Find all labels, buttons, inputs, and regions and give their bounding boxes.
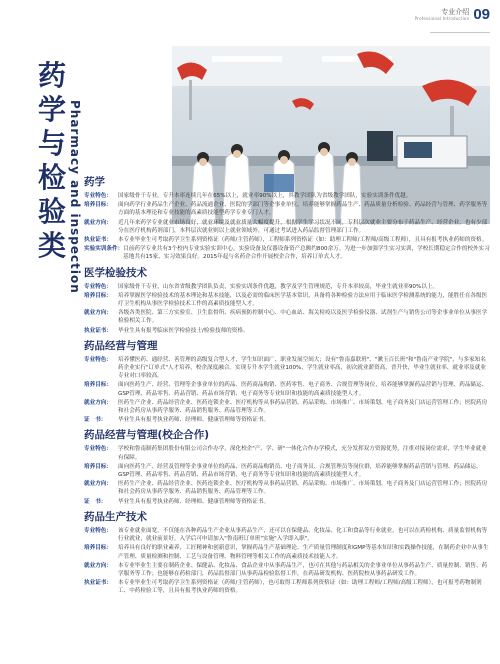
section-title: 药品经营与管理(校企合作)	[84, 429, 210, 442]
program-section-medical-lab	[84, 267, 490, 335]
header-label-cn: 专业介绍	[441, 7, 470, 16]
section-title: 药品经营与管理	[84, 339, 158, 352]
row-label: 执业证书：	[84, 237, 112, 244]
header-rule	[430, 32, 490, 33]
info-row	[84, 480, 490, 496]
info-row	[84, 292, 490, 308]
row-label: 培养目标：	[84, 202, 112, 209]
category-title-en-text: Pharmacy and inspection	[68, 100, 82, 294]
row-text: 毕业生具有报考执业药师、经理师、健康管理师等资格证书。	[118, 417, 270, 424]
row-label: 培养目标：	[84, 292, 112, 299]
row-label: 专业特色：	[84, 356, 112, 363]
info-row	[84, 399, 490, 415]
info-row	[84, 309, 490, 325]
row-label: 培养目标：	[84, 463, 112, 470]
row-text: 本专业毕业生可考取药学卫生系列资格证（药师/主管药师），也可取得工程师系列资格证（如：助理工程师/工程师/高级工程师），也可报考药物制剂工、中药检验工等，且具有报考执业药师的资格。	[118, 580, 482, 595]
title-char: 类	[38, 229, 67, 262]
row-text: 该专业就业面宽，不仅能在各种药品生产企业从事药品生产，还可以在保健品、化妆品、化工和食品等行业就业，也可以在药检机构、质量监督机构等行业就业，就业前景好。入学后可申请加入"鲁南班订单班"实施"入学即入职"。	[118, 527, 488, 543]
row-text: 医药生产企业、药品经营企业、医药连锁企业、医疗机构等从事药品营销、药品采购、市场推广、市场策划、电子商务及门店运营管理工作；医院药房和社会药房从事药学服务、药品销售服务、药品管理等工作。	[118, 481, 488, 496]
program-list	[84, 176, 490, 601]
row-text: 面向药学行业药品生产企业、药品流通企业、医院的学部门等企事业单位，培养能够掌握药品生产、药品质量分析检验、药品经营与管理、药学服务等方面的基本理论和专业技能的高素质技能型药学专业专门人才。	[118, 202, 488, 217]
row-label: 证 书：	[84, 498, 107, 505]
row-text: 国家级骨干专业，山东省省级教学团队负责，实验实训条件优越，教学及学生管理规范，专升本率较高，毕业生就业率90%以上。	[118, 283, 439, 290]
info-row	[84, 245, 490, 261]
row-label: 专业特色：	[84, 446, 112, 453]
section-title: 医学检验技术	[84, 266, 147, 279]
info-row	[84, 562, 490, 578]
row-label: 执业证书：	[84, 327, 112, 334]
title-char: 学	[38, 93, 67, 126]
row-text: 本专业毕业生主要在制药企业、保健品、化妆品、食品企业中从事药品生产，也可在其他与药品相关的企事业单位从事药品生产、质量控制、销售、药学服务等工作；也能够在药检部门，药品监督部门从事药品检验监督工作，在药品研发机构、医药院校从事药品研发工作。	[118, 562, 488, 577]
row-text: 面向医药生产、经营、管理等企事业单位的药品、医药商品购销、医药零售、电子商务、合规管理等岗位，培养能够掌握药品营销与管理、药品储运、GSP管理、药品零售、药品营销、药品市场营销、电子商务等专业知识和技能的高素质技能型人才。	[118, 382, 488, 397]
page-header	[415, 6, 490, 23]
info-row	[84, 527, 490, 543]
program-section-pharmacy	[84, 176, 490, 262]
row-label: 就业方向：	[84, 481, 112, 488]
section-title: 药学	[84, 176, 105, 188]
program-section-drug-business-coop	[84, 429, 490, 505]
row-label: 执业证书：	[84, 580, 112, 587]
row-label: 专业特色：	[84, 193, 112, 199]
row-label: 就业方向：	[84, 310, 112, 317]
row-text: 培养具有良好的职业素养，工匠精神和创新意识，掌握药品生产基础理论、生产质量管理制度和GMP等基本知识和实践操作技能，在制药企业中从事生产管理、质量检测和控制、工艺与设备管理、物料管理等相关工作的高素质技术技能人才。	[118, 545, 489, 560]
info-row	[84, 327, 490, 335]
row-label: 就业方向：	[84, 219, 112, 226]
row-label: 专业特色：	[84, 283, 112, 290]
info-row	[84, 463, 490, 479]
row-text: 学校和鲁南制药集团股份有限公司合作办学，深化校企"产、学、研"一体化合作办学模式，充分发挥双方资源优势，注重对接岗位需求，学生毕业就业有保障。	[118, 446, 487, 461]
program-section-drug-production	[84, 511, 490, 596]
row-label: 专业特色：	[84, 527, 112, 534]
page-number: 09	[473, 6, 490, 23]
category-title-en	[68, 100, 84, 300]
title-char: 药	[38, 59, 67, 92]
row-text: 目前药学专业共有3个校内专业实验实训中心，实验设备及仪器设备资产总额约800余万。为进一步加强学生实习实训，学校长期稳定合作的校外实习基地共有15家，实习效果良好。2015年起与名药企合作开展校企合作，培养订单式人才。	[123, 246, 490, 261]
row-text: 毕业生具有报考执业药师、经理师、健康管理师等资格证书。	[118, 498, 270, 505]
row-text: 培养懂医药、通经营、善管理的高级复合型人才，学生知识面广、职业发展空间大；设有"鲁南嘉联班"、"漱玉百长班"和"鲁南产业学院"，与多家知名药企业实行"订单式"人才培养，校企深度融合。实现专升本学生就业100%，学生就业率高，初次就业薪资高，晋升快，毕业生就业率、就业率及就业专业对口率较高。	[118, 356, 486, 380]
row-text: 医药生产企业、药品经营企业、医药连锁企业、医疗机构等从事药品营销、药品采购、市场推广、市场策划、电子商务及门店运营管理工作；医院药房和社会药房从事药学服务、药品销售服务、药品管理等工作。	[118, 399, 488, 415]
info-row	[84, 236, 490, 244]
row-label: 就业方向：	[84, 562, 112, 569]
row-text: 培养掌握医学检验技术的基本理论和基本技能，以及必需的临床医学基本常识，具备将各种检验方法应用于临床医学检测系统的能力，能胜任在各级医疗卫生机构从事医学检验技术工作的高素质技能型人才。	[118, 292, 488, 308]
program-section-drug-business	[84, 340, 490, 425]
info-row	[84, 201, 490, 217]
info-row	[84, 283, 490, 291]
row-text: 本专业毕业生可考取药学卫生系列资格证（药师/主管药师），工程师系列资格证（如：助理工程师/工程师/高级工程师），且具有报考执业药师的资格。	[118, 237, 488, 244]
row-label: 培养目标：	[84, 382, 112, 389]
row-label: 证 书：	[84, 417, 107, 424]
info-row	[84, 445, 490, 461]
info-row	[84, 544, 490, 560]
header-label-en: Professional Introduction	[414, 15, 470, 21]
info-row	[84, 192, 490, 200]
info-row	[84, 579, 490, 595]
info-row	[84, 219, 490, 235]
row-label: 培养目标：	[84, 545, 112, 552]
section-title: 药品生产技术	[84, 510, 147, 523]
category-title-cn	[38, 59, 67, 266]
title-char: 验	[38, 195, 67, 228]
row-label: 就业方向：	[84, 399, 112, 406]
row-text: 国家级骨干专业，专升本率连续几年在65%以上，就业率90%以上，其教学团队为省级教学团队，实验实训条件优越。	[118, 193, 412, 199]
info-row	[84, 356, 490, 381]
row-text: 面向医药生产、经营及管理等企事业单位的药品、医药商品购销员、电子商务员、合规管理员等岗位群，培养能够掌握药品营销与管理、药品储运、GSP管理、药品零售、药品营销、药品市场营销、电子商务等专业知识和技能的高素质技能型人才。	[118, 463, 482, 479]
row-text: 毕业生具有报考临床医学检验技士/检验技师的资格。	[118, 327, 249, 334]
info-row	[84, 381, 490, 397]
header-label	[415, 9, 470, 21]
title-char: 与	[38, 127, 67, 160]
info-row	[84, 416, 490, 424]
row-text: 各级各类医院、第三方实验室、卫生监督所、疾病预防控制中心、中心血站、海关检疫以及医学检验仪器、试剂生产与销售公司等企事业单位从事医学检验相关工作。	[118, 310, 488, 325]
info-row	[84, 498, 490, 506]
row-label: 实验实训条件：	[84, 246, 124, 253]
title-char: 检	[38, 161, 67, 194]
row-text: 近几年来药学专业就业市场良好，就业环境及就业质量大幅度提升，根据学生学习状况不同，专科层次就业主要分布于药品生产、经营企业，也有少部分在医疗机构药剂部门，本科层次就业则以上就业领域外，可通过考试进入药品监督管理部门工作。	[118, 219, 488, 234]
